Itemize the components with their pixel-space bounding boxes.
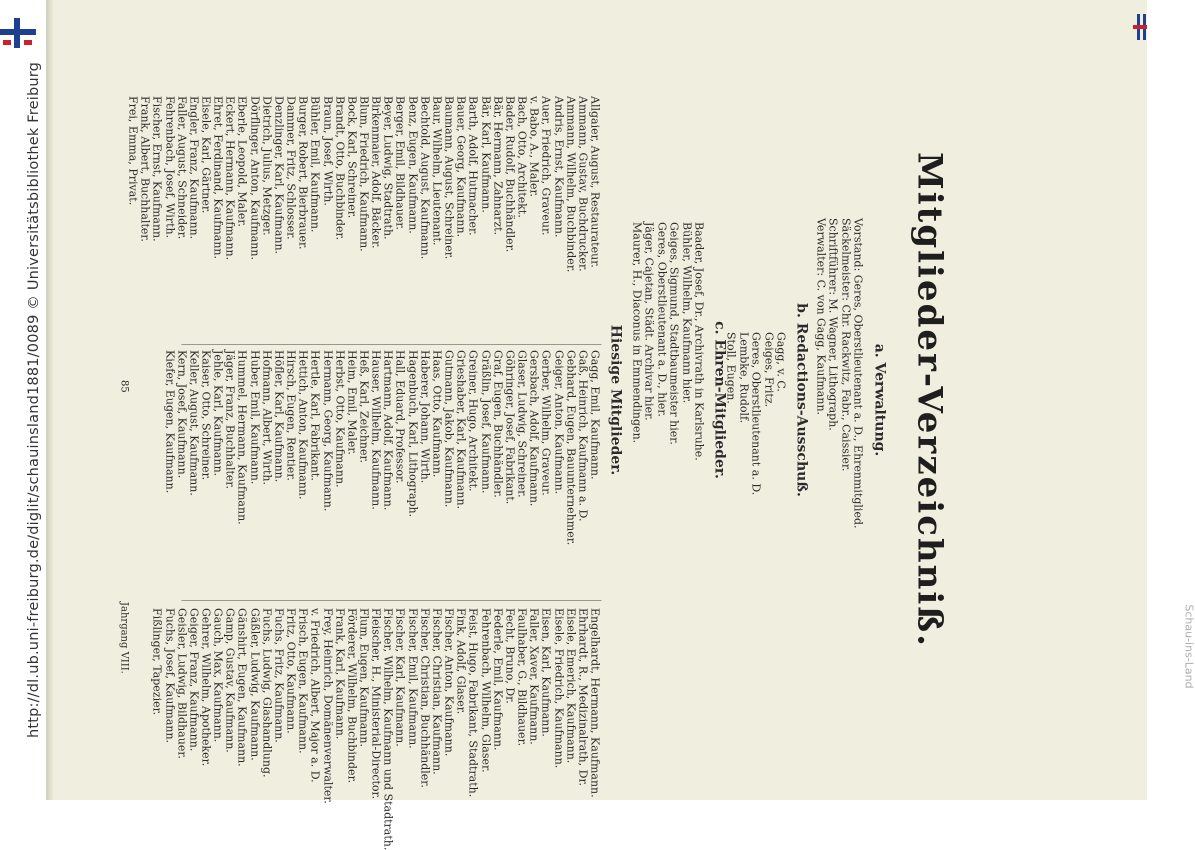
member-entry: Fuchs, Fritz, Kaufmann.	[271, 608, 285, 743]
member-entry: Eisele, Karl, Gärtner.	[199, 96, 212, 214]
list-item: Gagg, v. C.	[774, 332, 787, 392]
member-entry: Gaß, Heinrich, Kaufmann a. D.	[575, 350, 589, 522]
member-entry: Grieshaber, Karl, Kaufmann.	[454, 350, 468, 510]
member-entry: Braun, Josef, Wirth.	[320, 96, 334, 206]
members-column-3	[150, 608, 600, 850]
member-entry: Bühler, Emil, Kaufmann.	[308, 96, 322, 233]
member-entry: Bock, Karl, Schreiner.	[344, 96, 358, 219]
member-entry: Faulhaber, G., Bildhauer.	[515, 608, 529, 747]
member-entry: Förderer, Wilhelm, Buchbinder.	[344, 608, 358, 784]
scanned-page	[46, 0, 1195, 850]
member-entry: Auer, Friedrich, Graveur.	[539, 96, 553, 236]
member-entry: Dammer, Fritz, Schlosser.	[284, 96, 298, 240]
member-entry: Gagg, Emil, Kaufmann.	[588, 350, 601, 480]
member-entry: Fuchs, Ludwig, Glashandlung.	[259, 608, 273, 778]
rotated-page-content	[46, 0, 1147, 850]
member-entry: Frisch, Eugen, Kaufmann.	[296, 608, 310, 754]
member-entry: Keller, August, Kaufmann.	[186, 350, 200, 496]
list-item: Schriftführer: M. Wagner, Lithograph.	[826, 218, 840, 431]
member-entry: Eckert, Hermann, Kaufmann.	[223, 96, 237, 261]
member-entry: Göhringer, Josef, Fabrikant.	[502, 350, 516, 505]
member-entry: Blum, Friedrich, Kaufmann.	[357, 96, 371, 252]
member-entry: Jäger, Franz, Buchhalter.	[223, 350, 237, 489]
member-entry: Heß, Karl, Zeichner.	[357, 350, 371, 464]
member-entry: Eisele, Friedrich, Kaufmann.	[551, 608, 565, 769]
member-entry: Geiger, Franz, Kaufmann.	[186, 608, 200, 752]
member-entry: Hartmann, Adolf, Kaufmann.	[381, 350, 395, 511]
list-item: Vorstand: Geres, Oberstlieutenant a. D., Ehrenmitglied.	[851, 218, 864, 529]
member-entry: Hermann, Georg, Kaufmann.	[320, 350, 334, 512]
member-entry: Dörflinger, Anton, Kaufmann.	[247, 96, 261, 260]
list-item: Lembke, Rudolf.	[736, 332, 750, 424]
member-entry: Federle, Emil, Kaufmann.	[490, 608, 504, 751]
member-entry: Ammann, Wilhelm, Buchbinder.	[563, 96, 577, 273]
member-entry: Glaser, Ludwig, Schreiner.	[515, 350, 529, 498]
member-entry: Ehret, Ferdinand, Kaufmann.	[211, 96, 225, 260]
member-entry: v. Friedrich, Albert, Major a. D.	[308, 608, 322, 783]
member-entry: v. Babo, A., Maler.	[527, 96, 541, 198]
member-entry: Graf, Eugen, Buchhändler.	[490, 350, 504, 498]
member-entry: Gutmann, Jakob, Kaufmann.	[442, 350, 456, 508]
member-entry: Fischer, Ernst, Kaufmann.	[150, 96, 164, 242]
member-entry: Fischer, Christian, Buchhändler.	[417, 608, 431, 788]
column-divider	[181, 600, 601, 601]
member-entry: Frank, Karl, Kaufmann.	[332, 608, 346, 740]
member-entry: Andris, Ernst, Kaufmann.	[551, 96, 565, 238]
member-entry: Gräßlin, Josef, Kaufmann.	[478, 350, 492, 494]
member-entry: Herbst, Otto, Kaufmann.	[332, 350, 346, 488]
member-entry: Allgaier, August, Restaurateur.	[588, 96, 601, 268]
member-entry: Hauser, Wilhelm, Kaufmann.	[369, 350, 383, 510]
list-item: Geiges, Fritz.	[761, 332, 775, 408]
list-item: Jäger, Cajetan, Städt. Archivar hier.	[642, 222, 656, 421]
member-entry: Faller, August, Schneider.	[174, 96, 188, 240]
member-entry: Hofmann, Albert, Wirth.	[259, 350, 273, 486]
ehren-list	[630, 222, 704, 461]
member-entry: Hall, Eduard, Professor.	[393, 350, 407, 484]
member-entry: Eisele, Emerich, Kaufmann.	[563, 608, 577, 764]
member-entry: Haas, Otto, Kaufmann.	[429, 350, 443, 478]
member-entry: Hirsch, Eugen, Rentier.	[284, 350, 298, 481]
list-item: Geiges, Sigmund, Stadtbaumeister hier.	[667, 222, 681, 445]
list-item: Verwalter: C. von Gagg, Kaufmann.	[813, 218, 827, 416]
member-entry: Flum, Eugen, Kaufmann.	[357, 608, 371, 747]
library-logo-icon	[0, 14, 40, 54]
section-heading-members: Hiesige Mitglieder.	[607, 324, 623, 476]
member-entry: Ehrhardt, R., Medizinalrath, Dr.	[575, 608, 589, 786]
member-entry: Bauer, Georg, Kaufmann.	[454, 96, 468, 238]
list-item: Säckelmeister: Chr. Rackwitz, Fabr., Caissier.	[838, 218, 852, 472]
member-entry: Denzlinger, Karl, Kaufmann.	[271, 96, 285, 255]
section-heading-redaction: b. Redactions-Ausschuß.	[793, 303, 809, 497]
member-entry: Benz, Eugen, Kaufmann.	[405, 96, 419, 234]
member-entry: Eberle, Leopold, Maler.	[235, 96, 249, 227]
member-entry: Gänshirt, Eugen, Kaufmann.	[235, 608, 249, 767]
member-entry: Bader, Rudolf, Buchhändler.	[502, 96, 516, 253]
member-entry: Fecht, Bruno, Dr.	[502, 608, 516, 704]
member-entry: Bär, Hermann, Zahnarzt.	[490, 96, 504, 236]
list-item: Baader, Josef, Dr., Archivrath in Karlsruhe.	[692, 222, 705, 461]
member-entry: Burger, Robert, Bierbrauer.	[296, 96, 310, 250]
member-entry: Fischer, Wilhelm, Kaufmann und Stadtrath.	[381, 608, 395, 850]
member-entry: Geiger, Anton, Kaufmann.	[551, 350, 565, 495]
members-column-2	[162, 350, 600, 545]
member-entry: Hummel, Hermann, Kaufmann.	[235, 350, 249, 525]
source-credit: http://dl.ub.uni-freiburg.de/diglit/schauinsland1881/0089 © Universitätsbibliothek Freiburg	[26, 61, 42, 739]
member-entry: Fritz, Otto, Kaufmann.	[284, 608, 298, 734]
member-entry: Fischer, Anton, Kaufmann.	[442, 608, 456, 757]
member-entry: Bechtold, August, Kaufmann.	[417, 96, 431, 260]
member-entry: Gebhard, Eugen, Bauunternehmer.	[563, 350, 577, 546]
viewer-sidebar	[0, 0, 46, 800]
member-entry: Gauch, Max, Kaufmann.	[211, 608, 225, 743]
page-title: Mitglieder-Verzeichniß.	[909, 152, 949, 648]
member-entry: Fehrenbach, Wilhelm, Glaser.	[478, 608, 492, 773]
list-item: Geres, Oberstlieutenant a. D., hier.	[654, 222, 668, 417]
member-entry: Hettich, Anton, Kaufmann.	[296, 350, 310, 500]
member-entry: Gamp, Gustav, Kaufmann.	[223, 608, 237, 753]
member-entry: Frey, Heinrich, Domänenverwalter.	[320, 608, 334, 804]
member-entry: Bär, Karl, Kaufmann.	[478, 96, 492, 213]
member-entry: Engelhardt, Hermann, Kaufmann.	[588, 608, 601, 798]
member-entry: Frank, Albert, Buchhalter.	[138, 96, 152, 242]
list-item: Bühler, Wilhelm, Kaufmann hier.	[679, 222, 693, 404]
member-entry: Huber, Emil, Kaufmann.	[247, 350, 261, 485]
member-entry: Baumann, August, Schreiner.	[442, 96, 456, 260]
member-entry: Dietrich, Julius, Metzger.	[259, 96, 273, 236]
member-entry: Heim, Emil, Maler.	[344, 350, 358, 455]
list-item: Geres, Oberstlieutenant a. D.	[749, 332, 763, 496]
member-entry: Eisen, Karl, Kaufmann.	[539, 608, 553, 737]
member-entry: Gäßler, Ludwig, Kaufmann.	[247, 608, 261, 761]
member-entry: Fißlinger, Tapezier.	[150, 608, 164, 716]
member-entry: Fleischer, H., Ministerial-Director.	[369, 608, 383, 800]
list-item: Stoll, Eugen.	[724, 332, 738, 404]
member-entry: Gerber, Wilhelm, Graveur.	[539, 350, 553, 496]
member-entry: Hertle, Karl, Fabrikant.	[308, 350, 322, 481]
member-entry: Baur, Wilhelm, Lieutenant.	[429, 96, 443, 246]
member-entry: Jehle, Karl, Kaufmann.	[211, 350, 225, 477]
page-number: 85	[118, 380, 129, 393]
member-entry: Kern, Josef, Kaufmann.	[174, 350, 188, 479]
member-entry: Gehrer, Wilhelm, Apotheker.	[199, 608, 212, 767]
member-entry: Birkenmaier, Adolf, Bäcker.	[369, 96, 383, 249]
member-entry: Greiner, Hugo, Architekt.	[466, 350, 480, 492]
member-entry: Berger, Emil, Bildhauer.	[393, 96, 407, 230]
member-entry: Höfler, Karl, Kaufmann.	[271, 350, 285, 483]
page-edge-text: Schau-ins-Land	[1182, 604, 1195, 689]
member-entry: Hagenbuch, Karl, Lithograph.	[405, 350, 419, 518]
verwaltung-list	[813, 218, 863, 529]
member-entry: Beyer, Ludwig, Stadtrath.	[381, 96, 395, 240]
member-entry: Fuchs, Josef, Kaufmann.	[162, 608, 176, 744]
list-item: Maurer, H., Diaconus in Emmendingen.	[629, 222, 643, 444]
section-heading-verwaltung: a. Verwaltung.	[871, 343, 887, 457]
member-entry: Fischer, Christian, Kaufmann.	[429, 608, 443, 775]
member-entry: Engler, Franz, Kaufmann.	[186, 96, 200, 240]
column-divider	[181, 344, 601, 345]
member-entry: Fehrenbach, Josef, Wirth.	[162, 96, 176, 239]
section-heading-ehren: c. Ehren-Mitglieder.	[711, 321, 727, 479]
member-entry: Kiefer, Eugen, Kaufmann.	[162, 350, 176, 494]
member-entry: Ammann, Gustav, Buchdrucker.	[575, 96, 589, 272]
member-entry: Fink, Adolf, Glaser.	[454, 608, 468, 715]
member-entry: Kaiser, Otto, Schreiner.	[199, 350, 212, 481]
member-entry: Fischer, Emil, Kaufmann.	[405, 608, 419, 749]
member-entry: Gersbach, Adolf, Kaufmann.	[527, 350, 541, 507]
member-entry: Brandt, Otto, Buchbinder.	[332, 96, 346, 241]
member-entry: Feist, Hugo, Fabrikant, Stadtrath.	[466, 608, 480, 798]
members-column-1	[126, 96, 600, 272]
member-entry: Bach, Otto, Architekt.	[515, 96, 529, 218]
member-entry: Faller, Xaver, Kaufmann.	[527, 608, 541, 745]
member-entry: Barth, Adolf, Hutmacher.	[466, 96, 480, 236]
member-entry: Frei, Emma, Privat.	[126, 96, 140, 206]
volume-label: Jahrgang VIII.	[118, 602, 129, 674]
redaction-list	[724, 332, 786, 495]
member-entry: Fischer, Karl, Kaufmann.	[393, 608, 407, 747]
member-entry: Geisler, Ludwig, Bildhauer.	[174, 608, 188, 759]
member-entry: Haberer, Johann, Wirth.	[417, 350, 431, 484]
